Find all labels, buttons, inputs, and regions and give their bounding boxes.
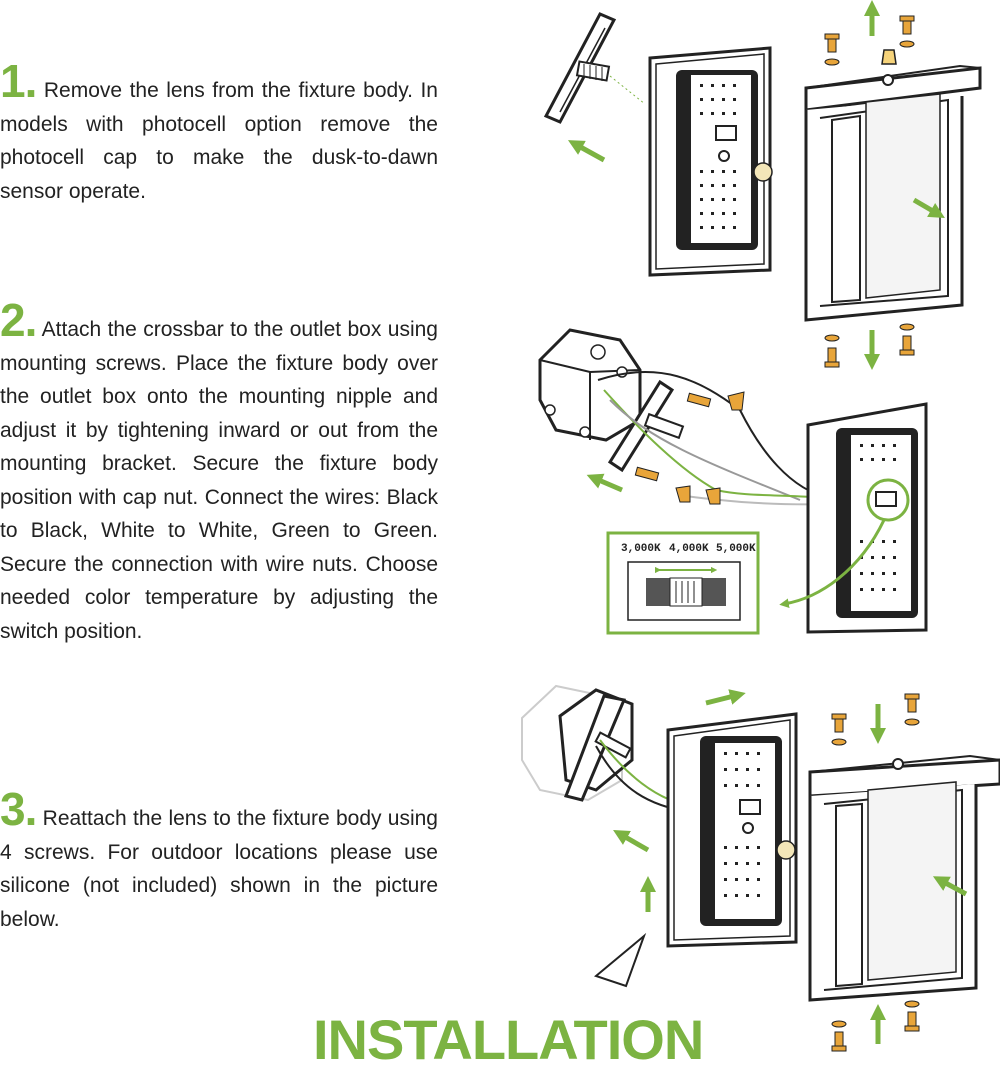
switch-label-4000k: 4,000K — [669, 543, 709, 555]
fixture-lens-housing — [806, 66, 980, 320]
crossbar — [546, 14, 645, 122]
switch-label-3000k: 3,000K — [621, 543, 661, 555]
outlet-box — [540, 330, 640, 440]
fixture-back-plate — [808, 404, 926, 632]
fixture-back-plate — [650, 48, 772, 275]
step-number: 3. — [0, 783, 37, 835]
diagram-step-1 — [546, 8, 980, 367]
step-text: Remove the lens from the fixture body. In models with photocell option remove the photocell cap to make the dusk-to-dawn sensor operate. — [0, 79, 438, 203]
silicone-tube-icon — [596, 936, 644, 986]
step-number: 1. — [0, 55, 37, 107]
page-title: INSTALLATION — [313, 1008, 704, 1071]
diagram-step-2 — [540, 330, 926, 633]
step-text: Attach the crossbar to the outlet box using mounting screws. Place the fixture body over the outlet box onto the mounting nipple and adjust it by tightening inward or out from the mounting bracket. Secure the fixture body position with cap nut. Connect the wires: Black to Black, White to White, Green to Green. Secure the connection with wire nuts. Choose needed color temperature by adjusting the switch position. — [0, 318, 438, 643]
step-text: Reattach the lens to the fixture body using 4 screws. For outdoor locations please use silicone (not included) shown in the picture below. — [0, 807, 438, 931]
fixture-back-plate — [668, 714, 796, 946]
switch-label-5000k: 5,000K — [716, 543, 756, 555]
step-number: 2. — [0, 294, 37, 346]
fixture-lens-housing — [810, 756, 1000, 1000]
diagram-step-3 — [522, 686, 1000, 1051]
color-temperature-switch-callout — [608, 533, 758, 633]
